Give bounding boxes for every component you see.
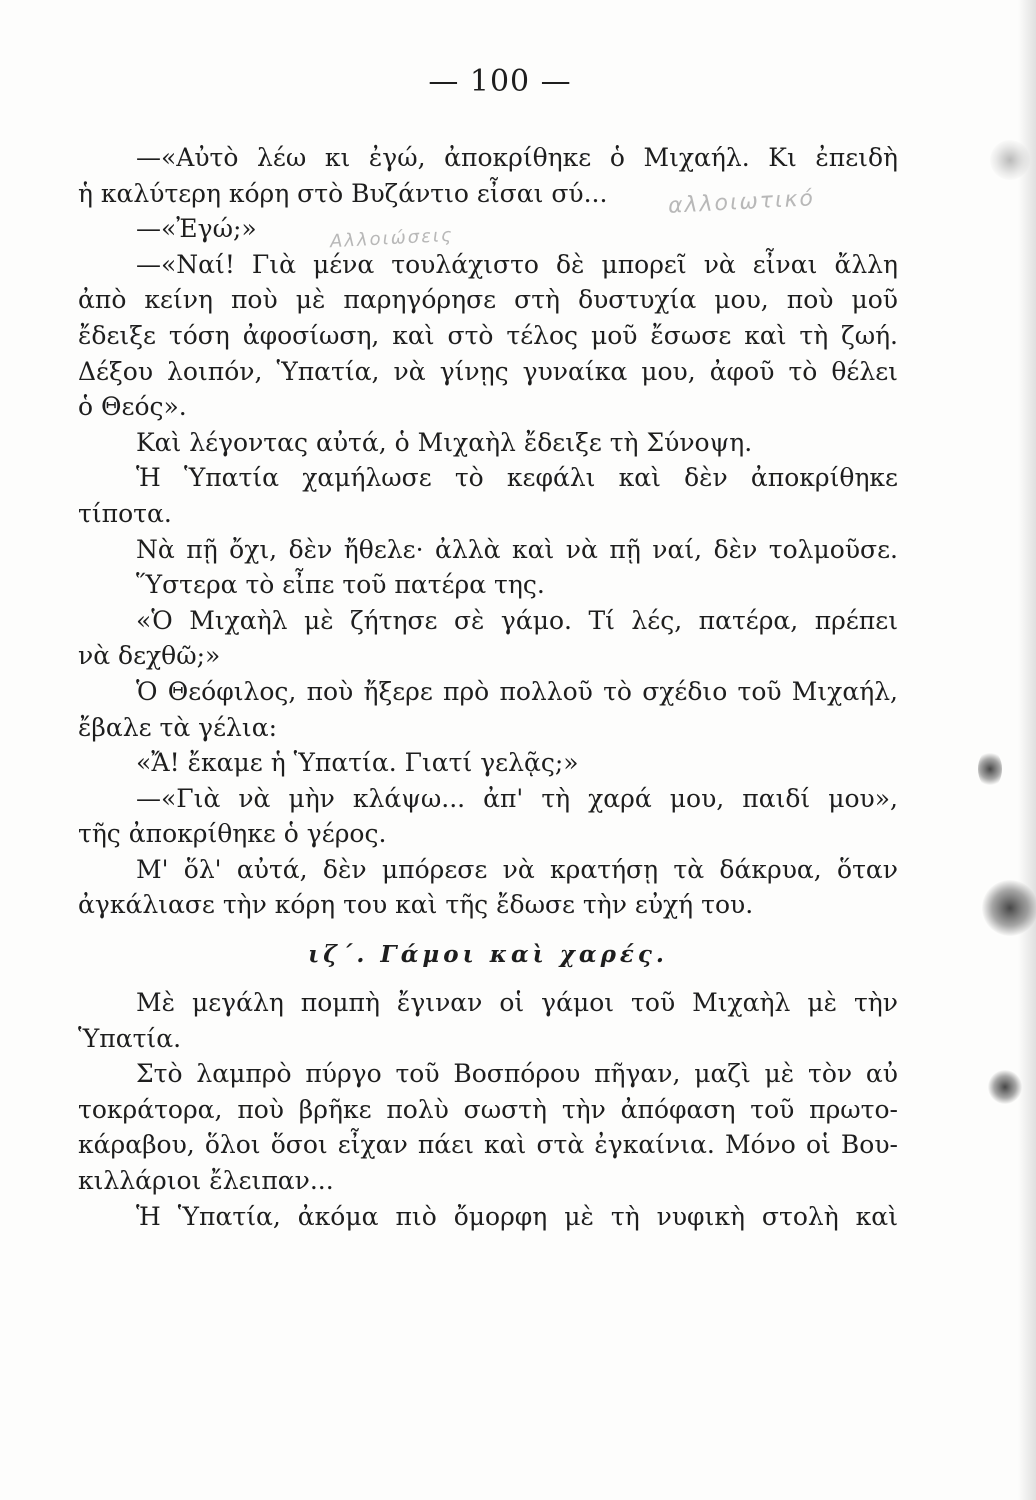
handwritten-note: αλλοιωτικό [667, 186, 816, 219]
text-line: νὰ δεχθῶ;» [78, 641, 221, 671]
ink-stain [978, 750, 1002, 788]
text-line: ἀγκάλιασε τὴν κόρη του καὶ τῆς ἔδωσε τὴν εὐχή του. [78, 890, 754, 920]
text-line: —«Αὐτὸ λέω κι ἐγώ, ἀποκρίθηκε ὁ Μιχαήλ. Κι ἐπειδὴ [136, 143, 898, 172]
text-line: Στὸ λαμπρὸ πύργο τοῦ Βοσπόρου πῆγαν, μαζὶ μὲ τὸν αὐ [136, 1059, 898, 1089]
text-line: ἡ καλύτερη κόρη στὸ Βυζάντιο εἶσαι σύ... [78, 178, 608, 208]
text-line: —«Γιὰ νὰ μὴν κλάψω... ἀπ' τὴ χαρά μου, παιδί μου», [136, 783, 898, 813]
text-line: —«Ναί! Γιὰ μένα τουλάχιστο δὲ μπορεῖ νὰ εἶναι ἄλλη [136, 249, 898, 279]
ink-stain [988, 1070, 1022, 1104]
text-line: —«Ἐγώ;» [136, 214, 257, 244]
text-line: Ὑπατία. [78, 1023, 182, 1053]
text-line: «Ἄ! ἔκαμε ἡ Ὑπατία. Γιατί γελᾷς;» [136, 748, 579, 778]
text-line: Ἡ Ὑπατία, ἀκόμα πιὸ ὄμορφη μὲ τὴ νυφικὴ στολὴ καὶ [136, 1201, 898, 1231]
ink-stain [990, 140, 1030, 180]
text-line: Δέξου λοιπόν, Ὑπατία, νὰ γίνῃς γυναίκα μου, ἀφοῦ τὸ θέλει [78, 356, 898, 386]
text-line: ἔδειξε τόση ἀφοσίωση, καὶ στὸ τέλος μοῦ ἔσωσε καὶ τὴ ζωή. [78, 320, 898, 350]
ink-stain [982, 880, 1036, 936]
chapter-heading: ιζ΄. Γάμοι καὶ χαρές. [308, 941, 668, 969]
text-line: κάραβου, ὅλοι ὅσοι εἶχαν πάει καὶ στὰ ἐγκαίνια. Μόνο οἱ Βου- [78, 1130, 898, 1160]
text-line: Μ' ὅλ' αὐτά, δὲν μπόρεσε νὰ κρατήσῃ τὰ δάκρυα, ὅταν [136, 854, 898, 884]
text-line: Ὕστερα τὸ εἶπε τοῦ πατέρα της. [136, 570, 545, 600]
text-line: Νὰ πῇ ὄχι, δὲν ἤθελε· ἀλλὰ καὶ νὰ πῇ ναί, δὲν τολμοῦσε. [136, 534, 898, 564]
page-edge-shadow [1018, 0, 1036, 1500]
text-line: Μὲ μεγάλη πομπὴ ἔγιναν οἱ γάμοι τοῦ Μιχαὴλ μὲ τὴν [136, 988, 898, 1018]
text-line: Ἡ Ὑπατία χαμήλωσε τὸ κεφάλι καὶ δὲν ἀποκρίθηκε [136, 463, 898, 493]
body-text [78, 140, 898, 1234]
text-line: ὁ Θεός». [78, 392, 187, 422]
text-line: ἀπὸ κείνη ποὺ μὲ παρηγόρησε στὴ δυστυχία μου, ποὺ μοῦ [78, 285, 898, 315]
text-line: τοκράτορα, ποὺ βρῆκε πολὺ σωστὴ τὴν ἀπόφαση τοῦ πρωτο- [78, 1094, 898, 1124]
text-line: ἔβαλε τὰ γέλια: [78, 712, 277, 742]
handwritten-note: Αλλοιώσεις [329, 224, 455, 253]
page-number: — 100 — [428, 64, 572, 99]
text-line: κιλλάριοι ἔλειπαν... [78, 1166, 334, 1196]
text-line: Ὁ Θεόφιλος, ποὺ ἤξερε πρὸ πολλοῦ τὸ σχέδιο τοῦ Μιχαήλ, [136, 676, 898, 706]
text-line: τίποτα. [78, 498, 172, 528]
text-line: Καὶ λέγοντας αὐτά, ὁ Μιχαὴλ ἔδειξε τὴ Σύνοψη. [136, 427, 753, 457]
text-line: «Ὁ Μιχαὴλ μὲ ζήτησε σὲ γάμο. Τί λές, πατέρα, πρέπει [136, 605, 898, 635]
text-line: τῆς ἀποκρίθηκε ὁ γέρος. [78, 819, 387, 849]
